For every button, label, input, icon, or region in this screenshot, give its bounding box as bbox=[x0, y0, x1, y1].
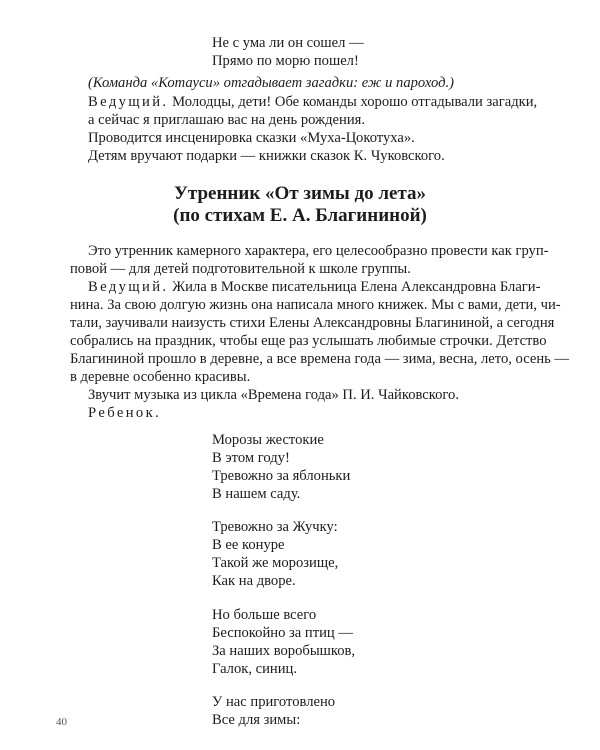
paragraph-line: Детям вручают подарки — книжки сказок К. Чуковского. bbox=[88, 148, 445, 164]
paragraph-line: а сейчас я приглашаю вас на день рождения. bbox=[88, 112, 366, 128]
verse-line: Как на дворе. bbox=[212, 573, 296, 589]
verse-line: Тревожно за Жучку: bbox=[212, 519, 338, 535]
verse-line: Морозы жестокие bbox=[212, 432, 324, 448]
section-subtitle: (по стихам Е. А. Благининой) bbox=[173, 205, 427, 226]
page-number: 40 bbox=[56, 716, 67, 728]
verse-line: В нашем саду. bbox=[212, 486, 301, 502]
paragraph-line: тали, заучивали наизусть стихи Елены Александровны Благининой, а сегодня bbox=[70, 315, 555, 331]
paragraph-line bbox=[88, 278, 540, 296]
speaker-label: Ведущий. bbox=[88, 94, 169, 110]
paragraph-line: Это утренник камерного характера, его целесообразно провести как груп- bbox=[88, 243, 549, 259]
paragraph-line: собрались на праздник, чтобы еще раз услышать любимые строчки. Детство bbox=[70, 333, 547, 349]
paragraph-line: повой — для детей подготовительной к школе группы. bbox=[70, 261, 411, 277]
verse-line: В ее конуре bbox=[212, 537, 285, 553]
speech-text: Жила в Москве писательница Елена Александровна Благи- bbox=[168, 279, 541, 295]
speech-text: Молодцы, дети! Обе команды хорошо отгадывали загадки, bbox=[168, 94, 538, 110]
paragraph-line: Проводится инсценировка сказки «Муха-Цокотуха». bbox=[88, 130, 415, 146]
verse-line: Галок, синиц. bbox=[212, 661, 298, 677]
verse-line: Беспокойно за птиц — bbox=[212, 625, 353, 641]
paragraph-line: Благининой прошло в деревне, а все времена года — зима, весна, лето, осень — bbox=[70, 351, 570, 367]
paragraph-line: Звучит музыка из цикла «Времена года» П. И. Чайковского. bbox=[88, 387, 459, 403]
paragraph-line bbox=[88, 93, 537, 111]
verse-line: Но больше всего bbox=[212, 607, 317, 623]
verse-line: В этом году! bbox=[212, 450, 290, 466]
verse-line: Такой же морозище, bbox=[212, 555, 339, 571]
speaker-label: Ребенок. bbox=[88, 405, 162, 421]
verse-line: За наших воробышков, bbox=[212, 643, 356, 659]
verse-line: У нас приготовлено bbox=[212, 694, 336, 710]
verse-line: Не с ума ли он сошел — bbox=[212, 35, 364, 51]
section-title: Утренник «От зимы до лета» bbox=[173, 183, 427, 204]
verse-line: Прямо по морю пошел! bbox=[212, 53, 359, 69]
verse-line: Тревожно за яблоньки bbox=[212, 468, 351, 484]
speaker-label: Ведущий. bbox=[88, 279, 169, 295]
verse-line: Все для зимы: bbox=[212, 712, 301, 728]
paragraph-line: нина. За свою долгую жизнь она написала много книжек. Мы с вами, дети, чи- bbox=[70, 297, 561, 313]
paragraph-line: в деревне особенно красивы. bbox=[70, 369, 251, 385]
stage-note: (Команда «Котауси» отгадывает загадки: еж и пароход.) bbox=[88, 75, 455, 91]
